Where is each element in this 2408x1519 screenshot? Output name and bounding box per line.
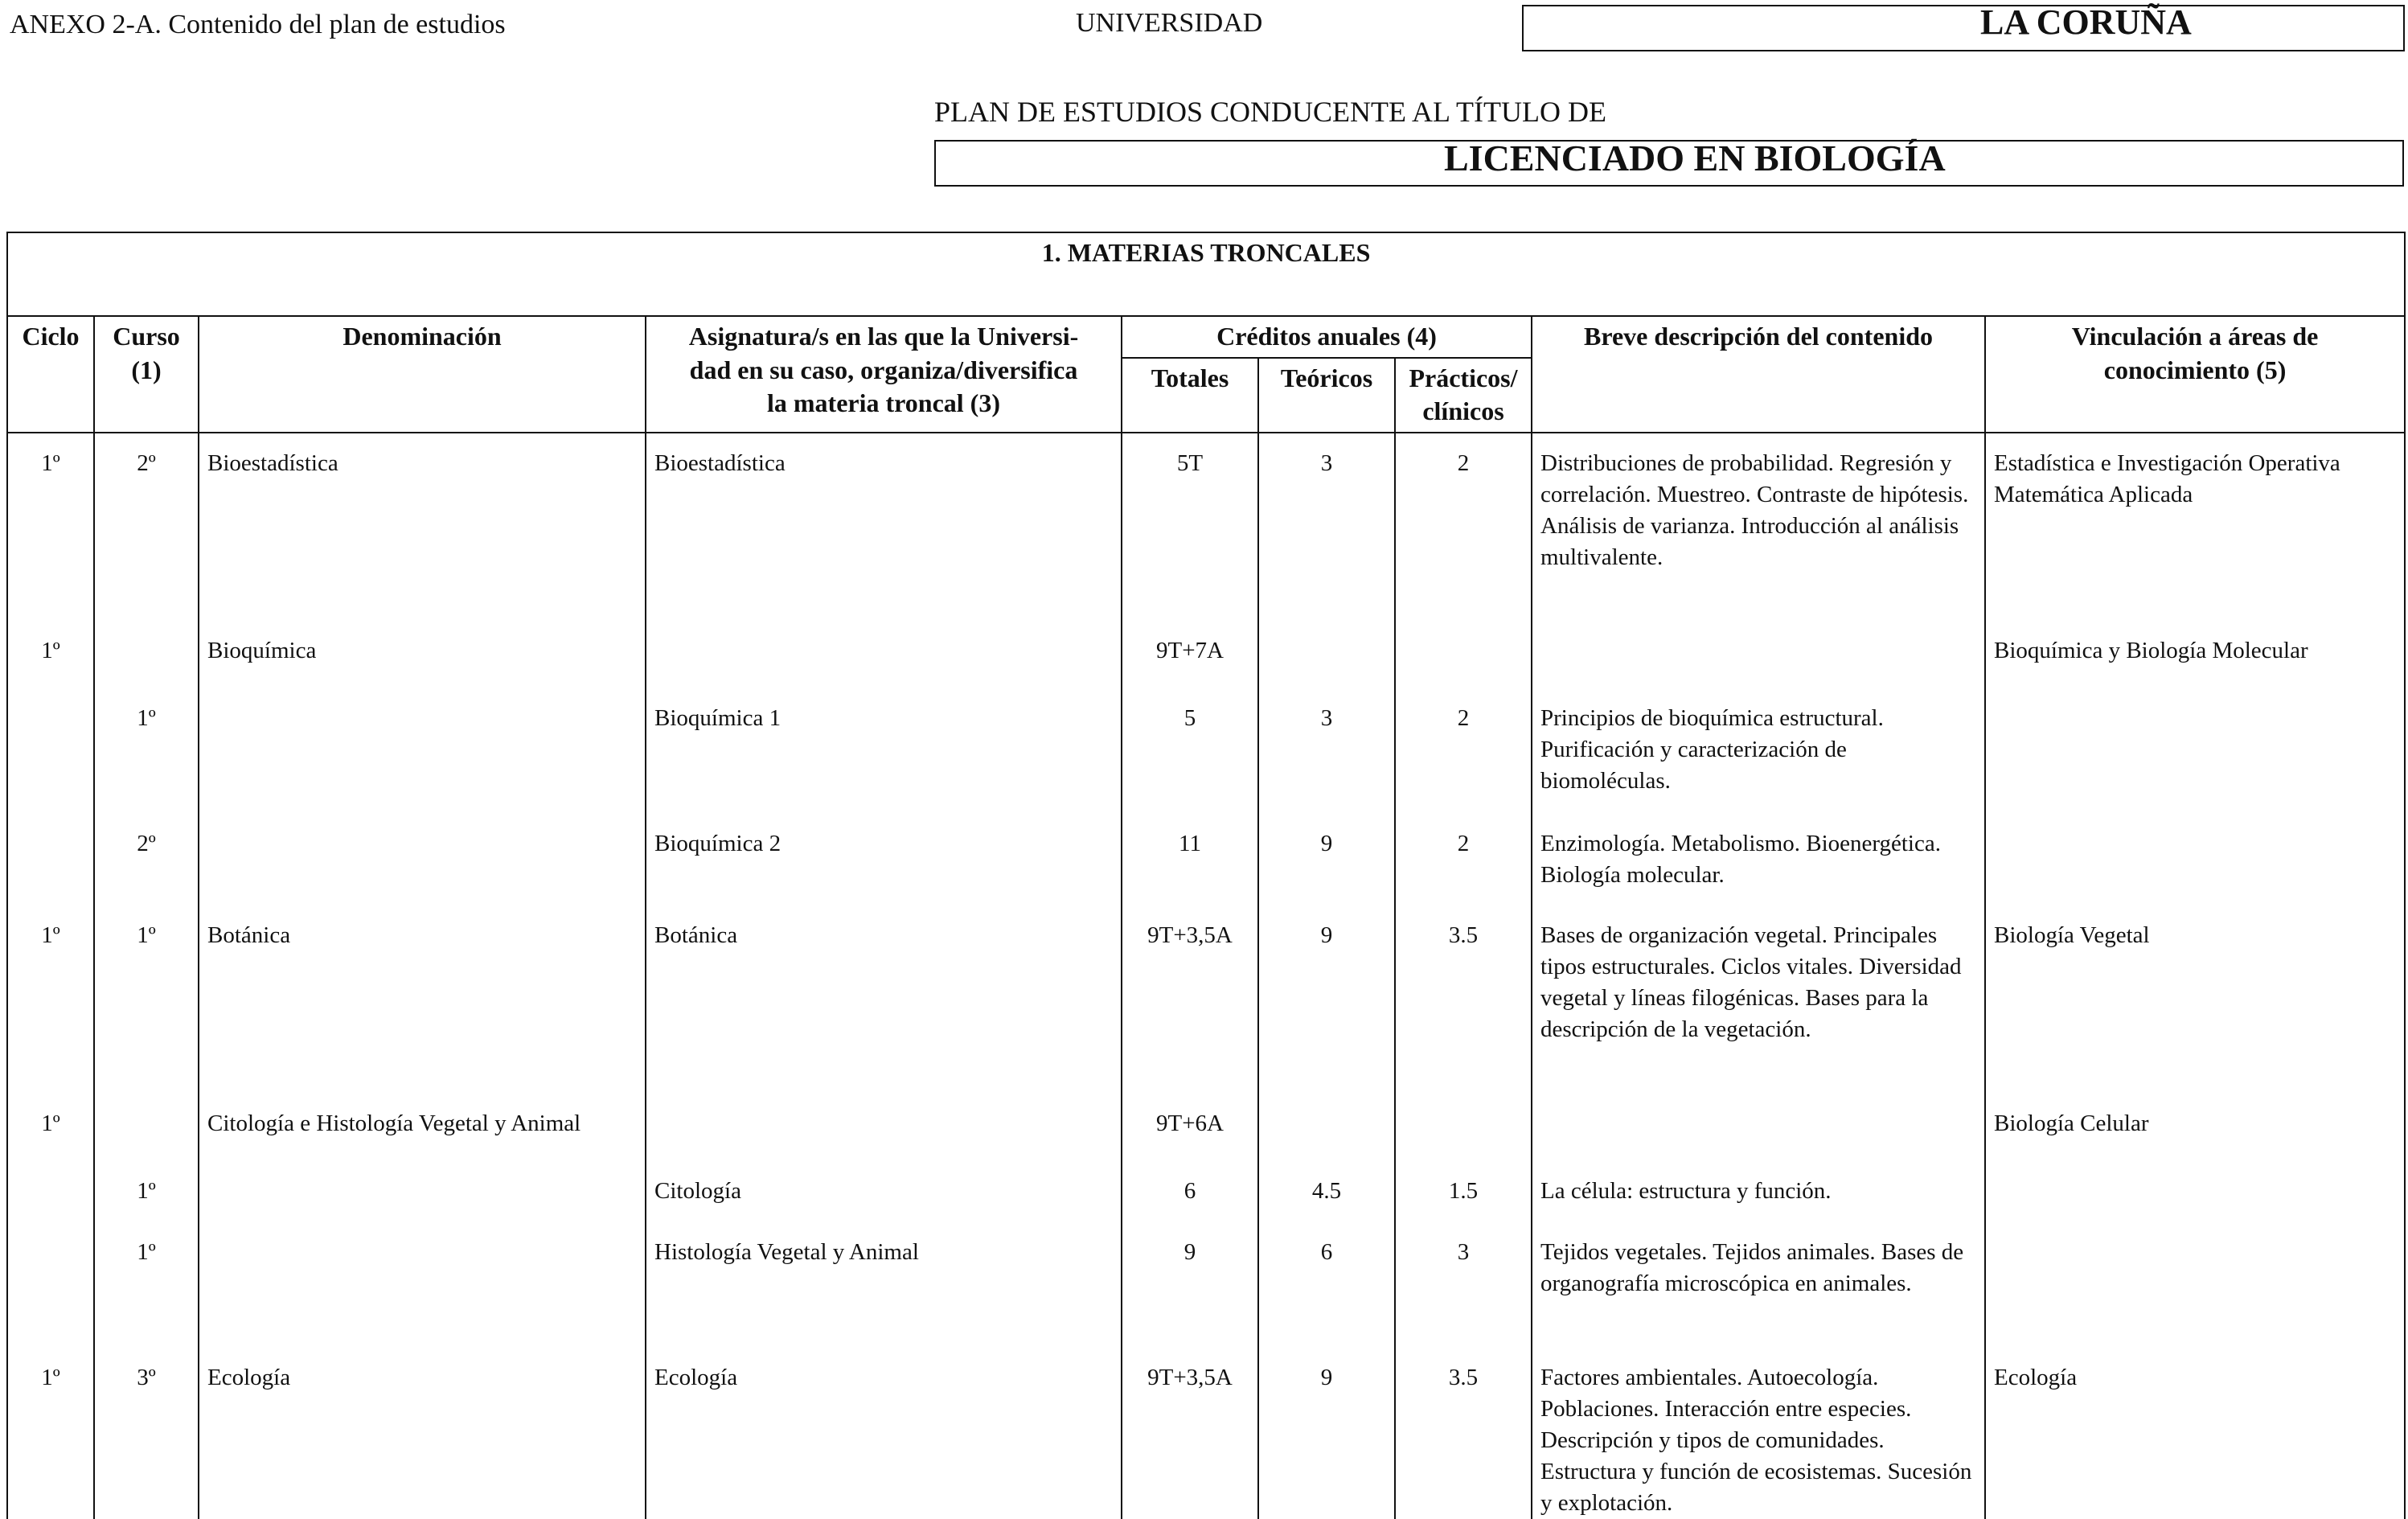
- cell-totales: 9T+7A: [1122, 621, 1258, 688]
- materias-troncales-table: [6, 232, 2406, 1519]
- cell-asignatura: Histología Vegetal y Animal: [646, 1222, 1122, 1348]
- col-asignatura-line1: Asignatura/s en las que la Universi-: [688, 322, 1079, 351]
- cell-denominacion: Bioquímica: [199, 621, 646, 688]
- cell-vinculacion: Estadística e Investigación Operativa Matemática Aplicada: [1985, 433, 2405, 621]
- cell-descripcion: Bases de organización vegetal. Principales tipos estructurales. Ciclos vitales. Diversidad vegetal y líneas filogénicas. Bases para la descripción de la vegetación.: [1532, 905, 1985, 1094]
- cell-totales: 9: [1122, 1222, 1258, 1348]
- cell-descripcion: Tejidos vegetales. Tejidos animales. Bases de organografía microscópica en animales.: [1532, 1222, 1985, 1348]
- cell-practicos: 2: [1395, 814, 1532, 905]
- cell-curso: [94, 621, 199, 688]
- cell-vinculacion: Biología Vegetal: [1985, 905, 2405, 1094]
- table-row: [7, 905, 2405, 1094]
- cell-ciclo: [7, 814, 94, 905]
- cell-denominacion: [199, 1161, 646, 1222]
- col-asignatura-line3: la materia troncal (3): [767, 388, 1000, 418]
- university-name: LA CORUÑA: [1980, 2, 2192, 42]
- cell-totales: 5T: [1122, 433, 1258, 621]
- table-row: [7, 814, 2405, 905]
- cell-teoricos: 9: [1258, 814, 1395, 905]
- col-teoricos: Teóricos: [1258, 358, 1395, 433]
- cell-ciclo: [7, 1222, 94, 1348]
- cell-asignatura: Bioquímica 2: [646, 814, 1122, 905]
- cell-denominacion: [199, 688, 646, 814]
- cell-vinculacion: [1985, 688, 2405, 814]
- col-creditos: Créditos anuales (4): [1122, 316, 1532, 358]
- degree-title: LICENCIADO EN BIOLOGÍA: [1444, 138, 1946, 179]
- cell-totales: 9T+6A: [1122, 1094, 1258, 1161]
- cell-curso: 1º: [94, 905, 199, 1094]
- cell-teoricos: 3: [1258, 433, 1395, 621]
- col-curso-label: Curso: [113, 322, 180, 351]
- cell-vinculacion: [1985, 814, 2405, 905]
- university-box: [1522, 2, 2405, 51]
- col-curso-note: (1): [131, 355, 162, 384]
- cell-asignatura: Ecología: [646, 1348, 1122, 1519]
- cell-practicos: 3.5: [1395, 905, 1532, 1094]
- cell-ciclo: 1º: [7, 433, 94, 621]
- cell-descripcion: Principios de bioquímica estructural. Purificación y caracterización de biomoléculas.: [1532, 688, 1985, 814]
- cell-vinculacion: Bioquímica y Biología Molecular: [1985, 621, 2405, 688]
- cell-descripcion: Factores ambientales. Autoecología. Poblaciones. Interacción entre especies. Descripción y tipos de comunidades. Estructura y función de ecosistemas. Sucesión y explotación.: [1532, 1348, 1985, 1519]
- cell-asignatura: Bioestadística: [646, 433, 1122, 621]
- cell-asignatura: [646, 621, 1122, 688]
- cell-teoricos: 9: [1258, 905, 1395, 1094]
- col-asignatura: [646, 316, 1122, 433]
- cell-ciclo: 1º: [7, 1094, 94, 1161]
- cell-ciclo: [7, 688, 94, 814]
- cell-asignatura: Botánica: [646, 905, 1122, 1094]
- cell-curso: 2º: [94, 433, 199, 621]
- col-practicos: [1395, 358, 1532, 433]
- cell-ciclo: 1º: [7, 1348, 94, 1519]
- cell-ciclo: [7, 1161, 94, 1222]
- section-title: 1. MATERIAS TRONCALES: [7, 232, 2405, 316]
- cell-practicos: 2: [1395, 433, 1532, 621]
- col-vinculacion-line1: Vinculación a áreas de: [2071, 322, 2319, 351]
- cell-vinculacion: [1985, 1161, 2405, 1222]
- table-row: [7, 433, 2405, 621]
- cell-totales: 6: [1122, 1161, 1258, 1222]
- cell-descripcion: La célula: estructura y función.: [1532, 1161, 1985, 1222]
- cell-descripcion: Enzimología. Metabolismo. Bioenergética. Biología molecular.: [1532, 814, 1985, 905]
- col-denominacion: Denominación: [199, 316, 646, 433]
- cell-totales: 5: [1122, 688, 1258, 814]
- cell-vinculacion: [1985, 1222, 2405, 1348]
- cell-practicos: 1.5: [1395, 1161, 1532, 1222]
- cell-teoricos: 4.5: [1258, 1161, 1395, 1222]
- cell-asignatura: Bioquímica 1: [646, 688, 1122, 814]
- cell-teoricos: 3: [1258, 688, 1395, 814]
- cell-practicos: 3.5: [1395, 1348, 1532, 1519]
- degree-box: [934, 140, 2404, 187]
- annex-title: ANEXO 2-A. Contenido del plan de estudios: [10, 10, 506, 39]
- cell-curso: 1º: [94, 688, 199, 814]
- cell-practicos: 2: [1395, 688, 1532, 814]
- cell-curso: 1º: [94, 1161, 199, 1222]
- plan-label: PLAN DE ESTUDIOS CONDUCENTE AL TÍTULO DE: [934, 96, 1606, 128]
- col-practicos-line1: Prácticos/: [1409, 363, 1518, 392]
- cell-denominacion: Bioestadística: [199, 433, 646, 621]
- cell-ciclo: 1º: [7, 621, 94, 688]
- cell-curso: [94, 1094, 199, 1161]
- table-row: [7, 688, 2405, 814]
- table-row: [7, 1094, 2405, 1161]
- cell-teoricos: [1258, 1094, 1395, 1161]
- cell-descripcion: Distribuciones de probabilidad. Regresión y correlación. Muestreo. Contraste de hipótesis. Análisis de varianza. Introducción al análisis multivalente.: [1532, 433, 1985, 621]
- cell-denominacion: [199, 1222, 646, 1348]
- cell-vinculacion: Ecología: [1985, 1348, 2405, 1519]
- cell-curso: 1º: [94, 1222, 199, 1348]
- table-row: [7, 1348, 2405, 1519]
- col-totales: Totales: [1122, 358, 1258, 433]
- cell-curso: 3º: [94, 1348, 199, 1519]
- cell-ciclo: 1º: [7, 905, 94, 1094]
- col-practicos-line2: clínicos: [1422, 396, 1504, 426]
- cell-practicos: [1395, 621, 1532, 688]
- cell-denominacion: [199, 814, 646, 905]
- cell-descripcion: [1532, 621, 1985, 688]
- col-vinculacion: [1985, 316, 2405, 433]
- cell-denominacion: Ecología: [199, 1348, 646, 1519]
- cell-denominacion: Botánica: [199, 905, 646, 1094]
- cell-practicos: [1395, 1094, 1532, 1161]
- table-row: [7, 621, 2405, 688]
- table-row: [7, 1161, 2405, 1222]
- cell-vinculacion: Biología Celular: [1985, 1094, 2405, 1161]
- cell-practicos: 3: [1395, 1222, 1532, 1348]
- university-label: UNIVERSIDAD: [1076, 8, 1263, 38]
- cell-descripcion: [1532, 1094, 1985, 1161]
- cell-teoricos: 6: [1258, 1222, 1395, 1348]
- col-vinculacion-line2: conocimiento (5): [2103, 355, 2287, 384]
- table-row: [7, 1222, 2405, 1348]
- cell-totales: 11: [1122, 814, 1258, 905]
- col-descripcion: Breve descripción del contenido: [1532, 316, 1985, 433]
- cell-totales: 9T+3,5A: [1122, 905, 1258, 1094]
- cell-denominacion: Citología e Histología Vegetal y Animal: [199, 1094, 646, 1161]
- cell-asignatura: Citología: [646, 1161, 1122, 1222]
- cell-teoricos: 9: [1258, 1348, 1395, 1519]
- col-asignatura-line2: dad en su caso, organiza/diversifica: [689, 355, 1078, 384]
- cell-curso: 2º: [94, 814, 199, 905]
- cell-totales: 9T+3,5A: [1122, 1348, 1258, 1519]
- col-curso: [94, 316, 199, 433]
- col-ciclo: Ciclo: [7, 316, 94, 433]
- cell-asignatura: [646, 1094, 1122, 1161]
- cell-teoricos: [1258, 621, 1395, 688]
